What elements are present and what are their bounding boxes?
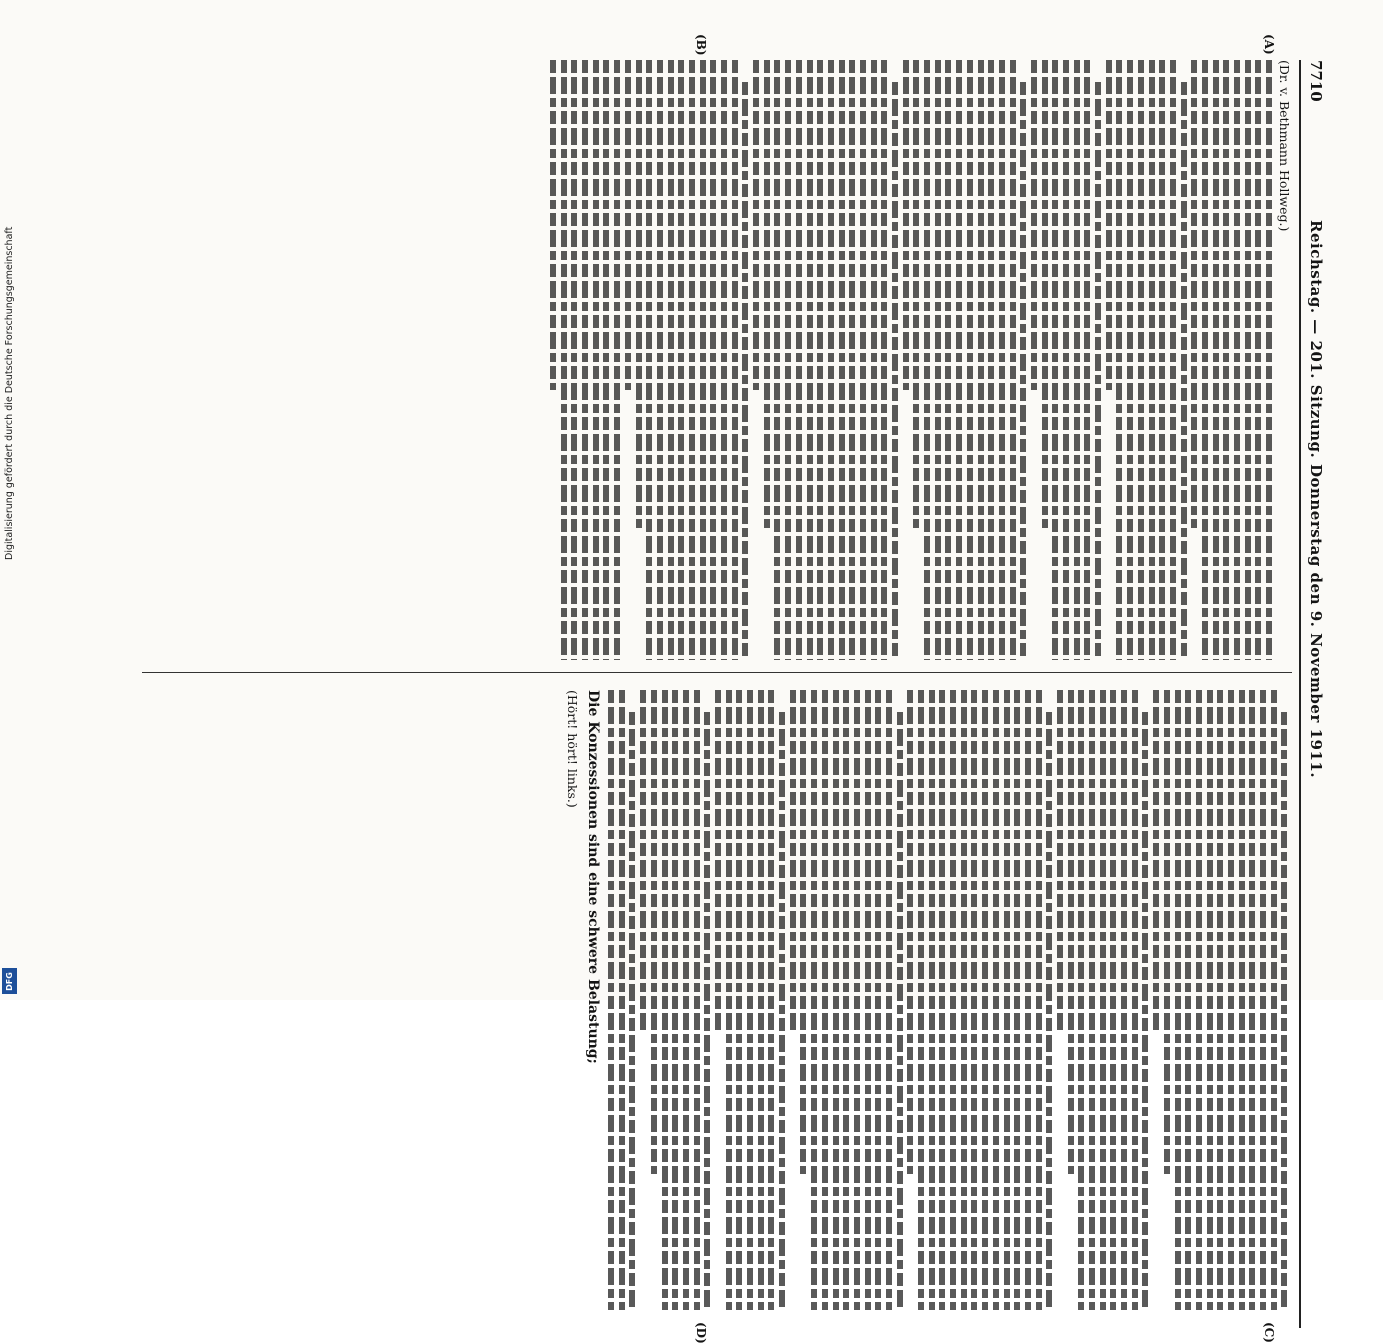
dfg-logo: DFG	[2, 968, 17, 994]
digitization-credit: Digitalisierung gefördert durch die Deutsche Forschungsgemeinschaft	[4, 226, 15, 560]
closing-remark: (Hört! hört! links.)	[565, 690, 581, 808]
margin-mark-c: (C)	[1262, 1322, 1276, 1343]
rotated-page	[60, 34, 1328, 1344]
margin-mark-d: (D)	[694, 1322, 708, 1344]
speaker-name: (Dr. v. Bethmann Hollweg.)	[1277, 60, 1292, 232]
column-divider	[142, 672, 1292, 673]
header-rule	[1299, 60, 1301, 1328]
right-column	[142, 690, 1292, 1310]
running-title: Reichstag. — 201. Sitzung. Donnerstag den 9. November 1911.	[1307, 220, 1325, 779]
left-column-text	[550, 60, 1272, 660]
closing-statement: Die Konzessionen sind eine schwere Belastung;	[585, 690, 602, 1064]
margin-mark-a: (A)	[1262, 34, 1276, 55]
page-number: 7710	[1307, 60, 1325, 102]
running-header	[1304, 60, 1328, 940]
left-column	[142, 60, 1292, 660]
margin-mark-b: (B)	[694, 34, 708, 56]
right-column-text	[608, 690, 1287, 1310]
